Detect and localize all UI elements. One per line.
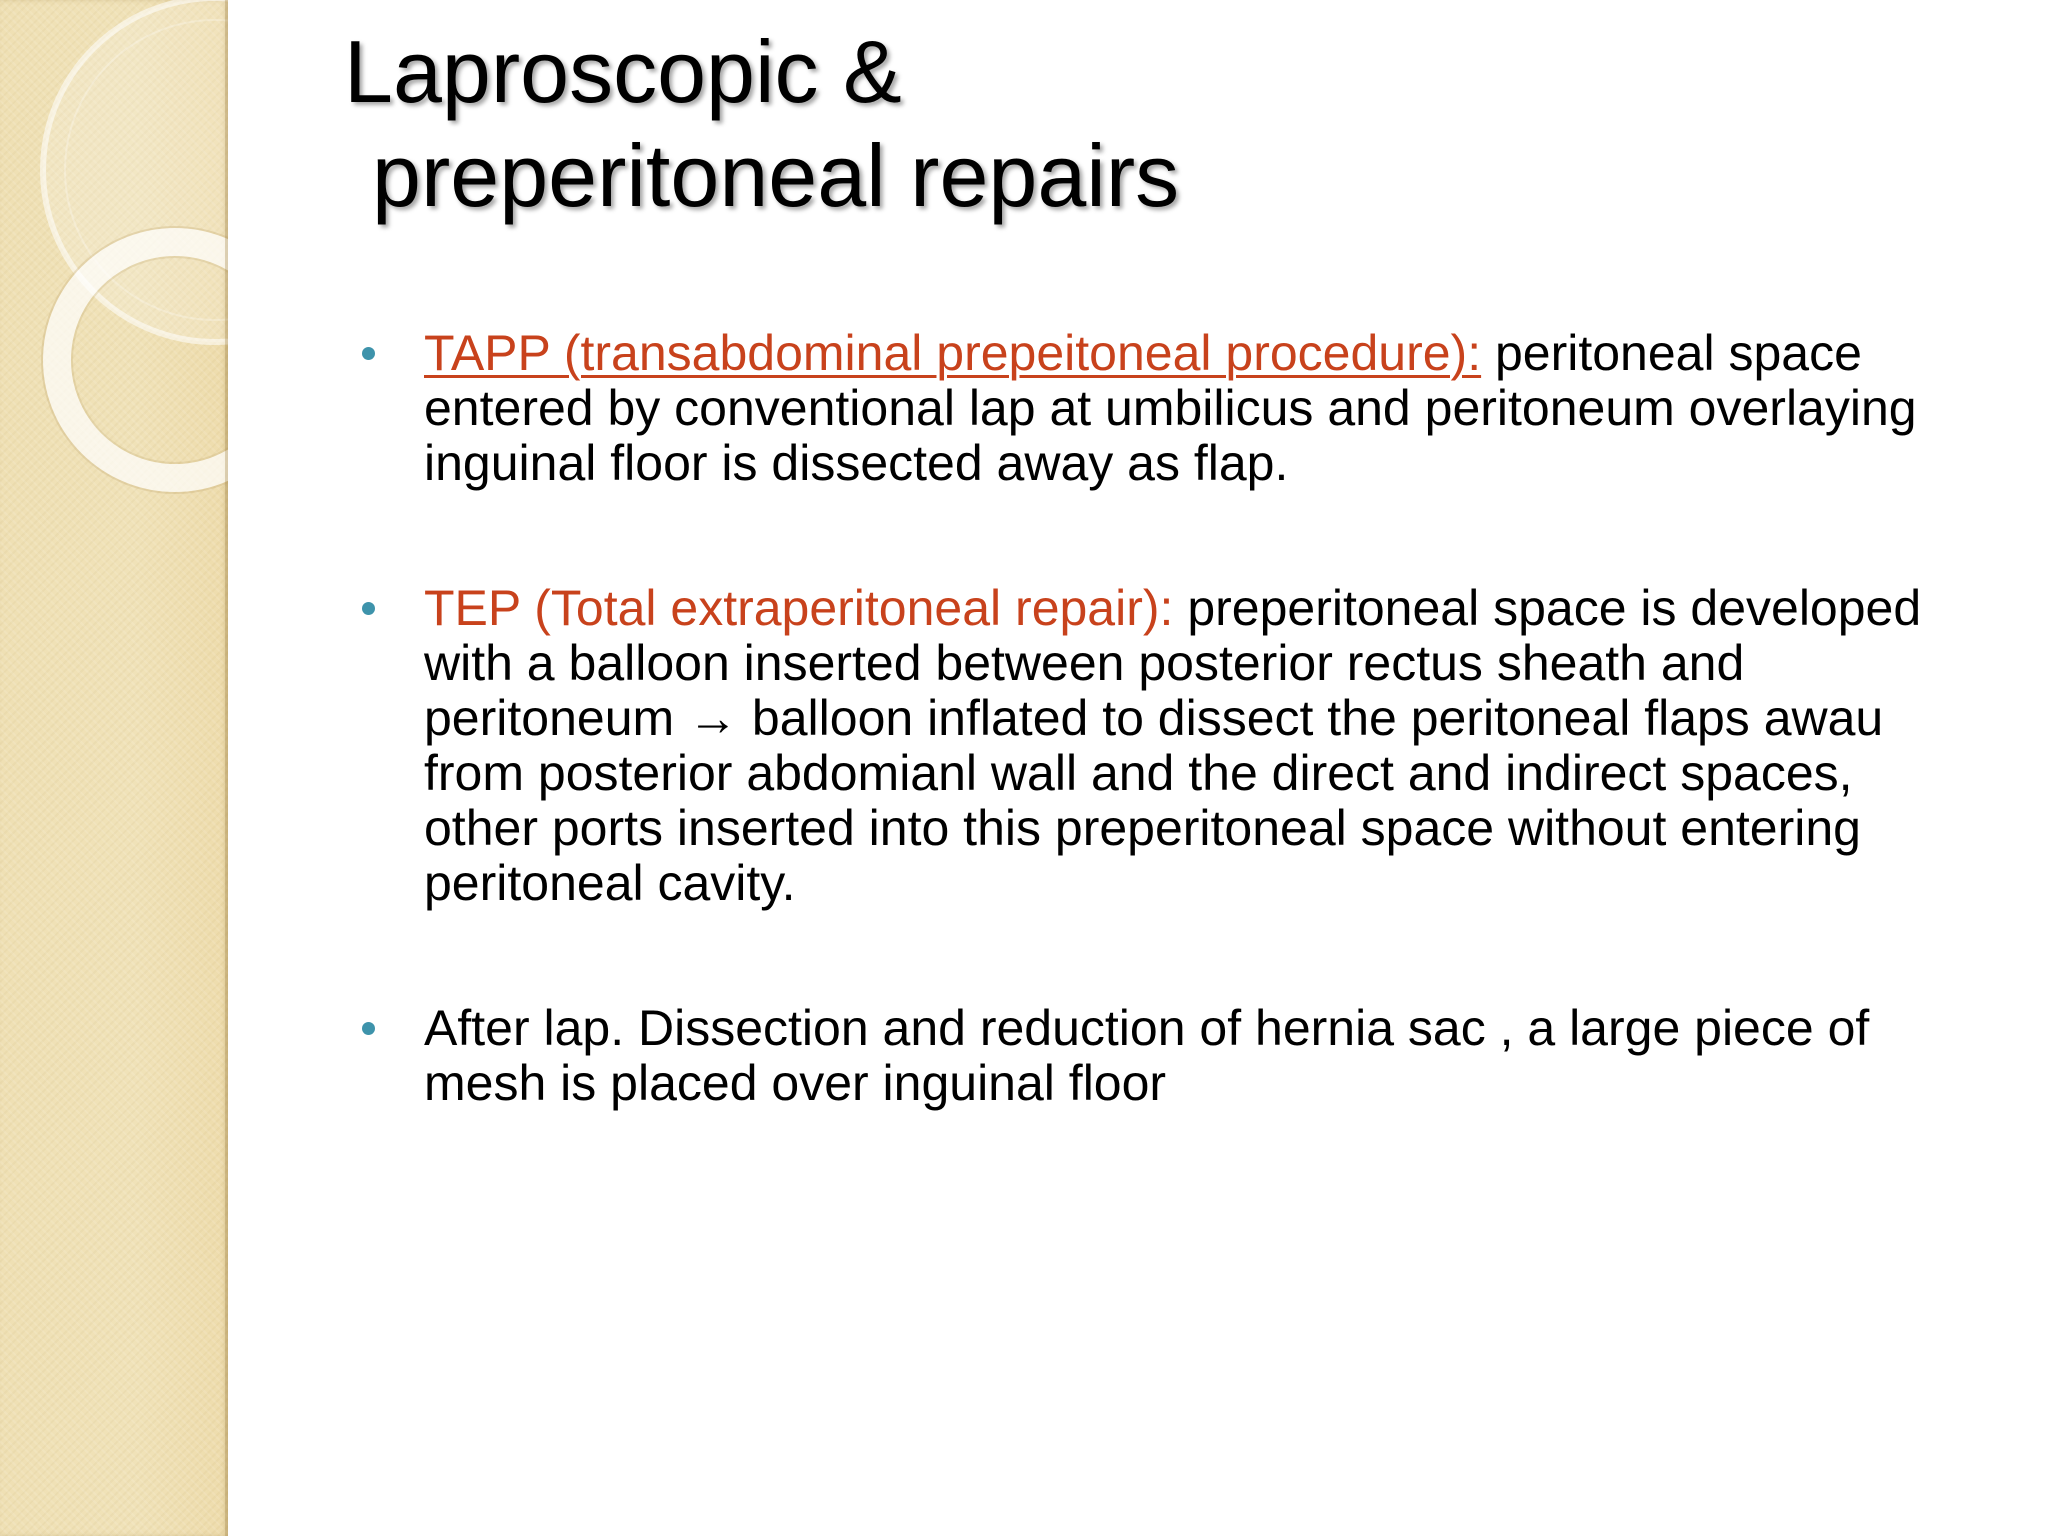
bullet-item-tapp (352, 326, 1952, 491)
title-line-1: Laproscopic & (344, 22, 902, 121)
bullet-text-tep: preperitoneal space is developed with a balloon inserted between posterior rectus sheath and peritoneum → balloon inflated to dissect the peritoneal flaps awau from posterior abdomianl wall and the direct and indirect spaces, other ports inserted into this preperitoneal space without entering peritoneal cavity. (424, 580, 1922, 911)
bullet-item-after-lap (352, 1001, 1952, 1111)
decorative-side-band (0, 0, 228, 1536)
bullet-term-tapp[interactable]: TAPP (transabdominal prepeitoneal procedure): (424, 325, 1482, 381)
bullet-dot-icon (362, 1022, 375, 1035)
bullet-term-tep: TEP (Total extraperitoneal repair): (424, 580, 1174, 636)
bullet-text-after-lap: After lap. Dissection and reduction of hernia sac , a large piece of mesh is placed over inguinal floor (424, 1000, 1870, 1111)
title-line-2: preperitoneal repairs (372, 126, 1180, 225)
bullet-dot-icon (362, 602, 375, 615)
slide-title (344, 20, 1904, 228)
bullet-dot-icon (362, 347, 375, 360)
decorative-rings (0, 0, 228, 520)
bullet-item-tep (352, 581, 1952, 911)
bullet-list (352, 326, 1952, 1111)
bullet-text-tapp: peritoneal space entered by conventional lap at umbilicus and peritoneum overlaying inguinal floor is dissected away as flap. (424, 325, 1917, 491)
